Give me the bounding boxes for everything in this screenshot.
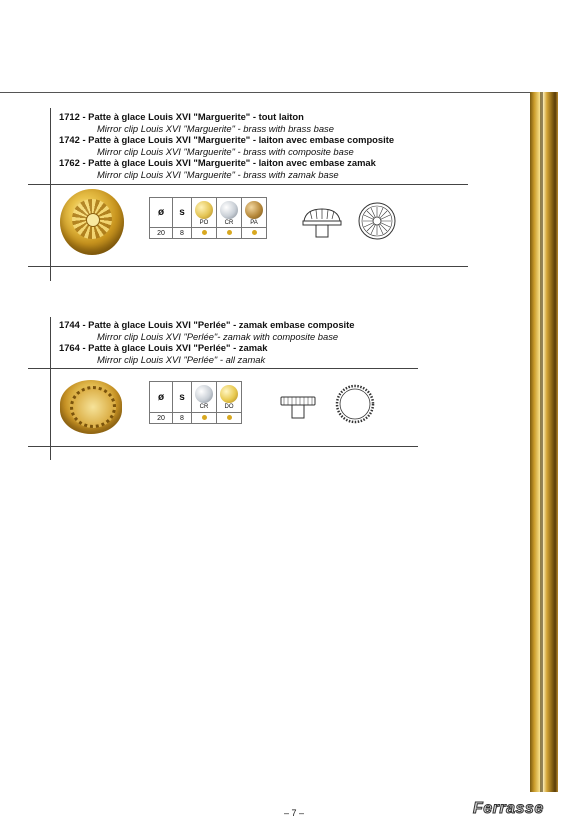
product-title-en: Mirror clip Louis XVI "Marguerite" - brass with brass base: [97, 122, 334, 134]
finish-po: PO: [192, 198, 217, 228]
diameter-header: ø: [150, 382, 173, 413]
thickness-value: 8: [173, 413, 192, 424]
thickness-header: s: [173, 382, 192, 413]
product-title-fr: 1744 - Patte à glace Louis XVI "Perlée" - zamak embase composite: [59, 319, 355, 330]
availability-dot: [217, 228, 242, 239]
availability-dot: [242, 228, 267, 239]
section-1-top-rule: [28, 184, 468, 185]
diameter-value: 20: [150, 413, 173, 424]
thickness-value: 8: [173, 228, 192, 239]
marguerite-top-drawing: [357, 201, 397, 241]
finish-cr: CR: [217, 198, 242, 228]
product-title-en: Mirror clip Louis XVI "Marguerite" - brass with composite base: [97, 145, 354, 157]
brand-logo: Ferrasse: [473, 800, 544, 817]
finish-do: DO: [217, 382, 242, 413]
section-2-vertical-rule: [50, 317, 51, 460]
finish-swatch: [220, 385, 238, 403]
section-1-vertical-rule: [50, 108, 51, 281]
section-2-titles: [59, 319, 354, 365]
finish-swatch: [195, 385, 213, 403]
perlee-clip-photo: [60, 380, 122, 434]
perlee-side-drawing: [278, 393, 318, 423]
finish-pa: PA: [242, 198, 267, 228]
perlee-top-drawing: [334, 383, 376, 425]
page-number: – 7 –: [283, 808, 305, 818]
product-title-fr: 1742 - Patte à glace Louis XVI "Marguerite" - laiton avec embase composite: [59, 134, 395, 146]
section-2-bottom-rule: [28, 446, 418, 447]
gold-decorative-bar: [530, 92, 558, 792]
finish-swatch: [220, 201, 238, 219]
top-rule: [0, 92, 530, 93]
availability-dot: [217, 413, 242, 424]
finish-cr: CR: [192, 382, 217, 413]
product-title-fr: 1712 - Patte à glace Louis XVI "Marguerite" - tout laiton: [59, 111, 304, 122]
product-title-fr: 1762 - Patte à glace Louis XVI "Marguerite" - laiton avec embase zamak: [59, 157, 376, 169]
finish-swatch: [195, 201, 213, 219]
product-title-en: Mirror clip Louis XVI "Marguerite" - brass with zamak base: [97, 168, 339, 180]
availability-dot: [192, 228, 217, 239]
finish-swatch: [245, 201, 263, 219]
thickness-header: s: [173, 198, 192, 228]
section-2-spec-table: [149, 381, 242, 424]
product-title-fr: 1764 - Patte à glace Louis XVI "Perlée" - zamak: [59, 342, 268, 354]
diameter-header: ø: [150, 198, 173, 228]
diameter-value: 20: [150, 228, 173, 239]
section-2-top-rule: [28, 368, 418, 369]
marguerite-side-drawing: [300, 205, 344, 241]
section-1-titles: [59, 111, 394, 181]
product-title-en: Mirror clip Louis XVI "Perlée" - all zamak: [97, 353, 266, 365]
availability-dot: [192, 413, 217, 424]
marguerite-clip-photo: [60, 189, 124, 255]
gold-bar-shadow: [540, 92, 543, 792]
section-1-bottom-rule: [28, 266, 468, 267]
section-1-spec-table: [149, 197, 267, 239]
product-title-en: Mirror clip Louis XVI "Perlée"- zamak with composite base: [97, 330, 339, 342]
